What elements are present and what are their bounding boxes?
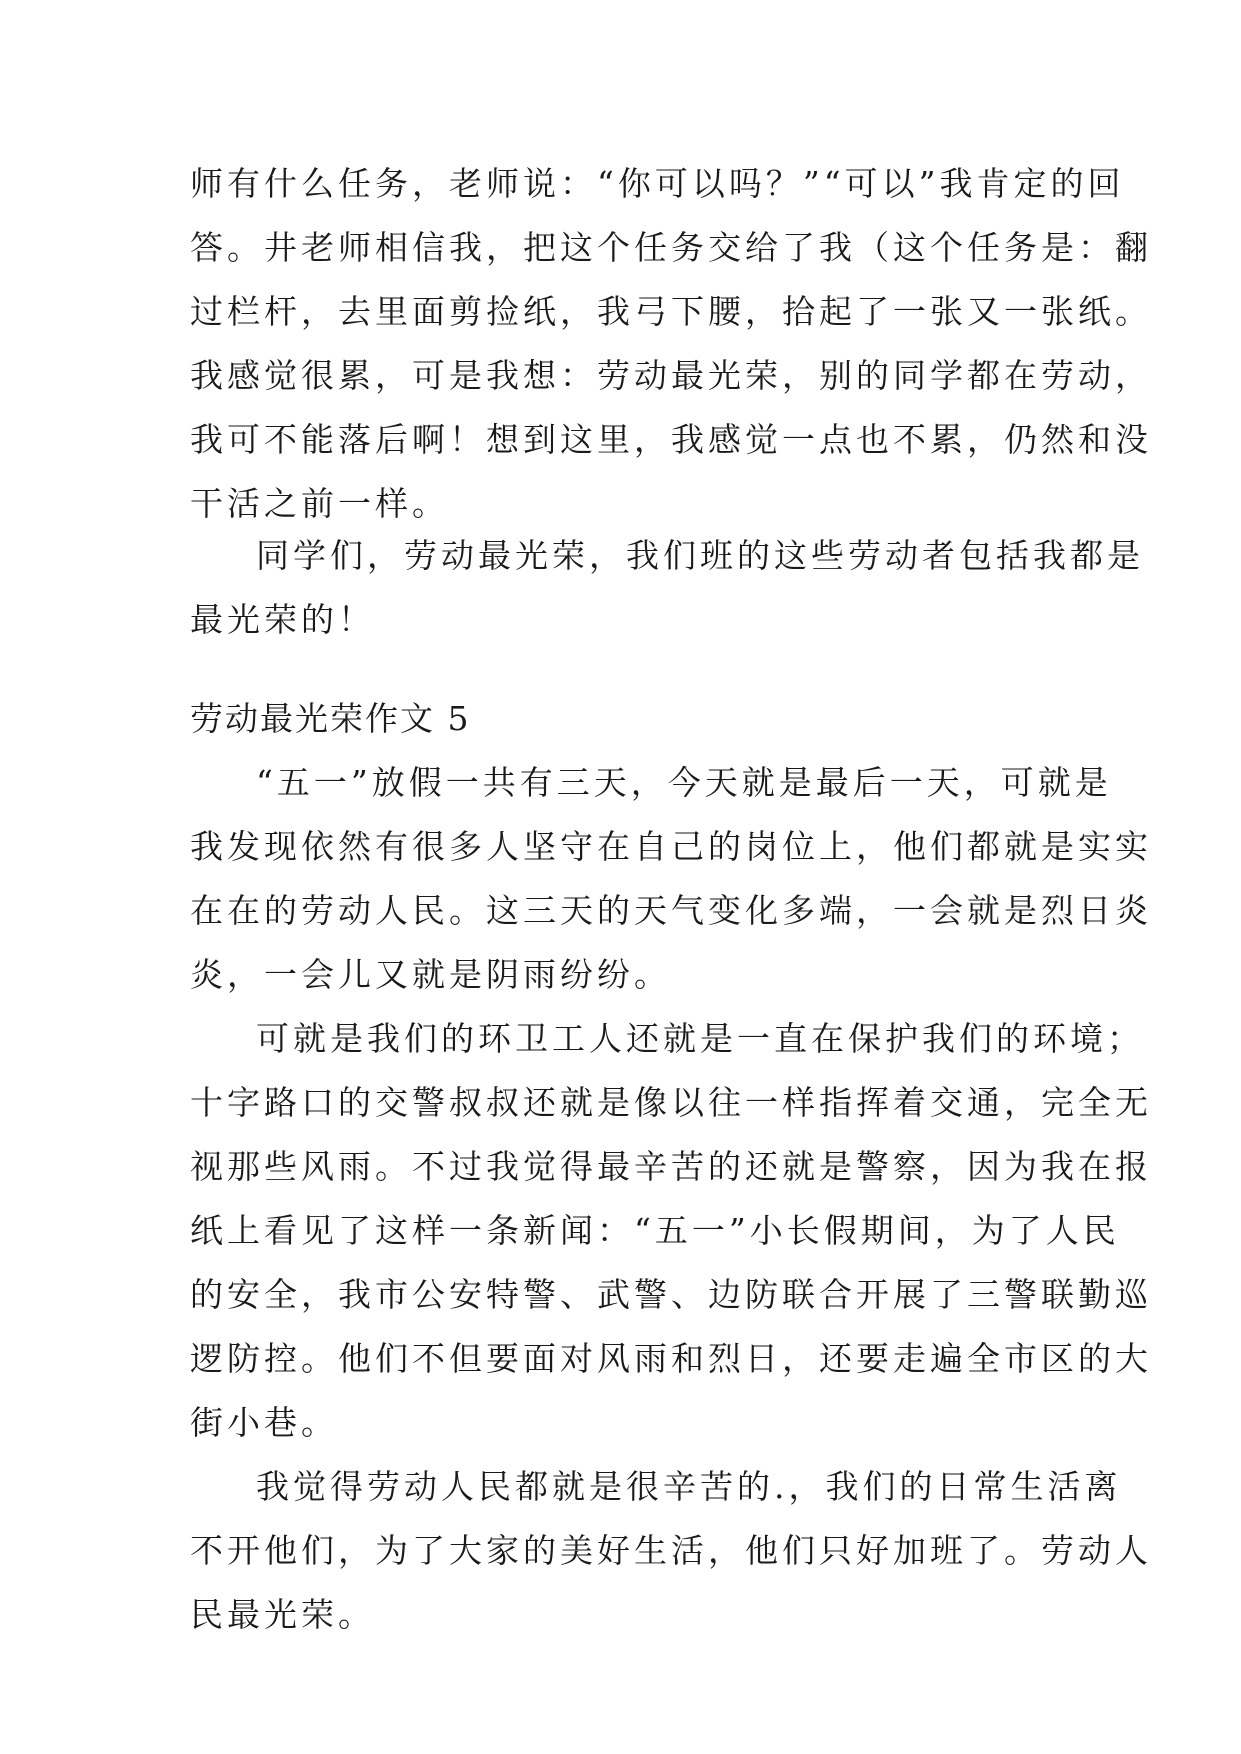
text-line: 干活之前一样。 [190, 484, 449, 523]
paragraph-conclusion [190, 524, 1144, 652]
text-line: 街小巷。 [190, 1403, 338, 1442]
text-line: 最光荣的！ [190, 600, 375, 639]
text-line: 在在的劳动人民。这三天的天气变化多端，一会就是烈日炎 [190, 891, 1152, 930]
essay-heading: 劳动最光荣作文 5 [190, 699, 471, 738]
text-line: 答。井老师相信我，把这个任务交给了我（这个任务是：翻 [190, 228, 1152, 267]
text-line: 不开他们，为了大家的美好生活，他们只好加班了。劳动人 [190, 1531, 1152, 1570]
paragraph-continued [190, 152, 1152, 536]
text-line: 我发现依然有很多人坚守在自己的岗位上，他们都就是实实 [190, 827, 1152, 866]
text-line: 同学们，劳动最光荣，我们班的这些劳动者包括我都是 [256, 536, 1144, 575]
text-line: 逻防控。他们不但要面对风雨和烈日，还要走遍全市区的大 [190, 1339, 1152, 1378]
text-line: 我觉得劳动人民都就是很辛苦的.，我们的日常生活离 [256, 1467, 1122, 1506]
text-line: 我感觉很累，可是我想：劳动最光荣，别的同学都在劳动， [190, 356, 1152, 395]
text-line: 民最光荣。 [190, 1595, 375, 1634]
text-line: 视那些风雨。不过我觉得最辛苦的还就是警察，因为我在报 [190, 1147, 1152, 1186]
text-line: 过栏杆，去里面剪捡纸，我弓下腰，拾起了一张又一张纸。 [190, 292, 1152, 331]
text-line: 的安全，我市公安特警、武警、边防联合开展了三警联勤巡 [190, 1275, 1152, 1314]
text-line: 纸上看见了这样一条新闻：“五一”小长假期间，为了人民 [190, 1211, 1120, 1250]
text-line: 炎，一会儿又就是阴雨纷纷。 [190, 955, 671, 994]
text-line: “五一”放假一共有三天，今天就是最后一天，可就是 [256, 763, 1112, 802]
text-line: 十字路口的交警叔叔还就是像以往一样指挥着交通，完全无 [190, 1083, 1152, 1122]
text-line: 我可不能落后啊！想到这里，我感觉一点也不累，仍然和没 [190, 420, 1152, 459]
text-line: 师有什么任务，老师说：“你可以吗？”“可以”我肯定的回 [190, 164, 1125, 203]
text-line: 可就是我们的环卫工人还就是一直在保护我们的环境； [256, 1019, 1144, 1058]
essay-section [190, 687, 1152, 1647]
